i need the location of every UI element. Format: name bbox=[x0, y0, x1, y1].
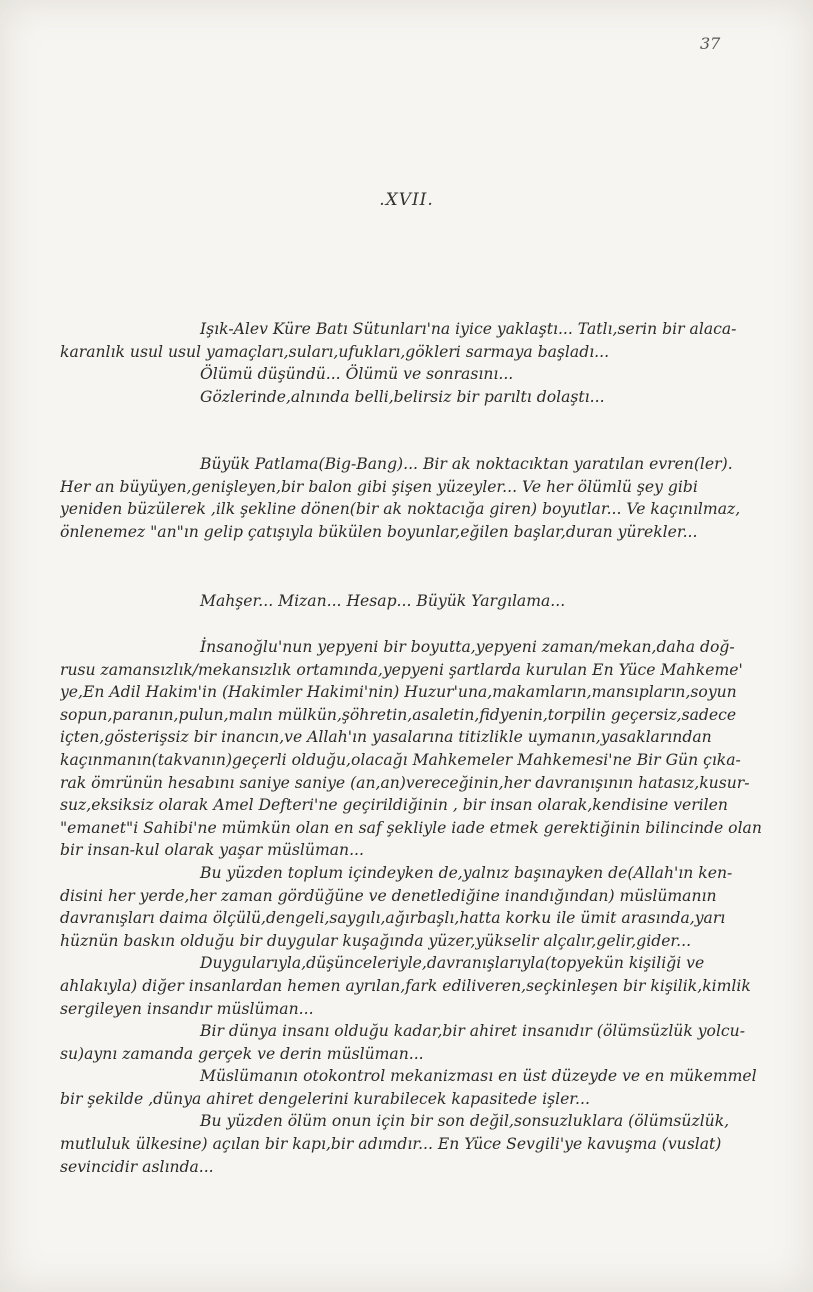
chapter-heading: .XVII. bbox=[379, 190, 434, 210]
text-line: Bu yüzden ölüm onun için bir son değil,sonsuzluklara (ölümsüzlük, bbox=[200, 1112, 730, 1131]
text-line: sergileyen insandır müslüman... bbox=[60, 999, 314, 1018]
text-line: Ölümü düşündü... Ölümü ve sonrasını... bbox=[200, 365, 514, 384]
text-line: kaçınmanın(takvanın)geçerli olduğu,olacağı Mahkemeler Mahkemesi'ne Bir Gün çıka- bbox=[60, 750, 741, 769]
text-line: ye,En Adil Hakim'in (Hakimler Hakimi'nin) Huzur'una,makamların,mansıpların,soyun bbox=[60, 683, 737, 702]
text-line: karanlık usul usul yamaçları,suları,ufukları,gökleri sarmaya başladı... bbox=[60, 342, 610, 361]
paragraph bbox=[60, 636, 800, 1178]
text-line: Her an büyüyen,genişleyen,bir balon gibi şişen yüzeyler... Ve her ölümlü şey gibi bbox=[60, 477, 698, 496]
text-line: Mahşer... Mizan... Hesap... Büyük Yargılama... bbox=[200, 592, 566, 610]
text-line: davranışları daima ölçülü,dengeli,saygılı,ağırbaşlı,hatta korku ile ümit arasında,yarı bbox=[60, 909, 726, 928]
text-line: Işık-Alev Küre Batı Sütunları'na iyice yaklaştı... Tatlı,serin bir alaca- bbox=[200, 320, 737, 338]
text-line: Duygularıyla,düşünceleriyle,davranışlarıyla(topyekün kişiliği ve bbox=[200, 954, 705, 973]
text-line: "emanet"i Sahibi'ne mümkün olan en saf şekliyle iade etmek gerektiğinin bilincinde olan bbox=[60, 818, 762, 837]
text-line: sopun,paranın,pulun,malın mülkün,şöhretin,asaletin,fidyenin,torpilin geçersiz,sadece bbox=[60, 705, 737, 724]
text-line: rak ömrünün hesabını saniye saniye (an,an)vereceğinin,her davranışının hatasız,kusur- bbox=[60, 773, 750, 792]
paragraph bbox=[60, 318, 800, 408]
paragraph bbox=[60, 590, 800, 613]
text-line: disini her yerde,her zaman gördüğüne ve denetlediğine inandığından) müslümanın bbox=[60, 886, 717, 905]
text-line: önlenemez "an"ın gelip çatışıyla bükülen boyunlar,eğilen başlar,duran yürekler... bbox=[60, 522, 698, 541]
text-line: rusu zamansızlık/mekansızlık ortamında,yepyeni şartlarda kurulan En Yüce Mahkeme' bbox=[60, 660, 743, 679]
text-line: ahlakıyla) diğer insanlardan hemen ayrılan,fark ediliveren,seçkinleşen bir kişilik,kimlik bbox=[60, 976, 751, 995]
text-line: Bu yüzden toplum içindeyken de,yalnız başınayken de(Allah'ın ken- bbox=[200, 863, 733, 882]
text-line: Büyük Patlama(Big-Bang)... Bir ak noktacıktan yaratılan evren(ler). bbox=[200, 455, 733, 473]
text-line: yeniden büzülerek ,ilk şekline dönen(bir ak noktacığa giren) boyutlar... Ve kaçınılmaz, bbox=[60, 500, 741, 519]
text-line: suz,eksiksiz olarak Amel Defteri'ne geçirildiğinin , bir insan olarak,kendisine verilen bbox=[60, 796, 728, 815]
paragraph bbox=[60, 453, 800, 543]
text-line: bir insan-kul olarak yaşar müslüman... bbox=[60, 841, 364, 860]
text-line: Gözlerinde,alnında belli,belirsiz bir parıltı dolaştı... bbox=[200, 387, 605, 406]
text-line: İnsanoğlu'nun yepyeni bir boyutta,yepyeni zaman/mekan,daha doğ- bbox=[200, 638, 735, 656]
text-line: içten,gösterişsiz bir inancın,ve Allah'ın yasalarına titizlikle uymanın,yasaklarından bbox=[60, 728, 712, 747]
page-number: 37 bbox=[700, 34, 721, 53]
text-line: hüznün baskın olduğu bir duygular kuşağında yüzer,yükselir alçalır,gelir,gider... bbox=[60, 931, 692, 950]
text-line: bir şekilde ,dünya ahiret dengelerini kurabilecek kapasitede işler... bbox=[60, 1089, 590, 1108]
text-line: su)aynı zamanda gerçek ve derin müslüman... bbox=[60, 1044, 424, 1063]
text-line: Bir dünya insanı olduğu kadar,bir ahiret insanıdır (ölümsüzlük yolcu- bbox=[200, 1022, 745, 1041]
text-line: sevincidir aslında... bbox=[60, 1157, 214, 1176]
text-line: Müslümanın otokontrol mekanizması en üst düzeyde ve en mükemmel bbox=[200, 1067, 757, 1086]
text-line: mutluluk ülkesine) açılan bir kapı,bir adımdır... En Yüce Sevgili'ye kavuşma (vuslat) bbox=[60, 1135, 722, 1154]
